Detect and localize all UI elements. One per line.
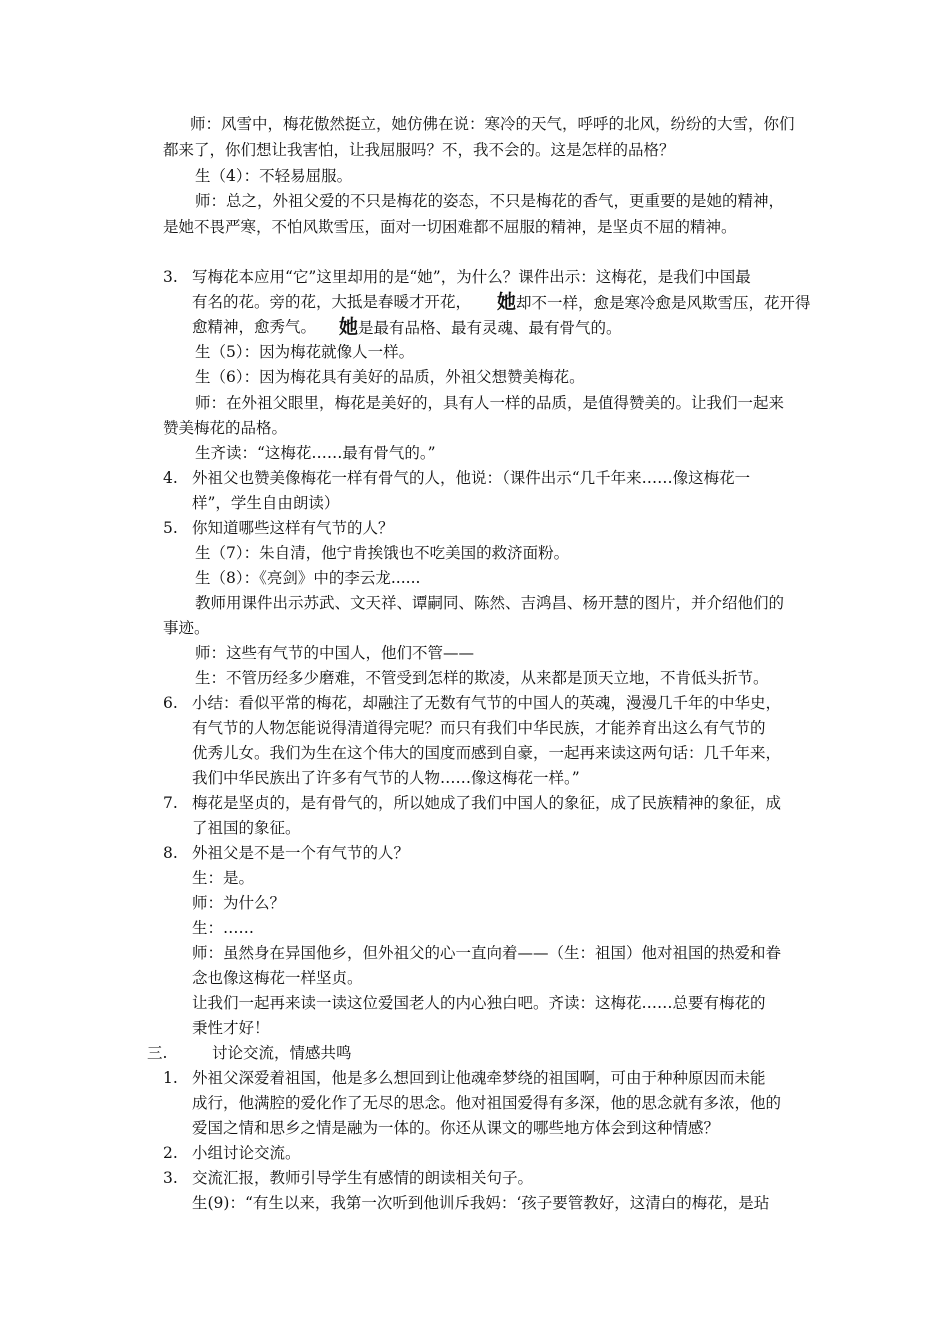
paragraph-line-rest: 却不一样，愈是寒冷愈是风欺雪压，花开得 xyxy=(516,294,811,312)
paragraph-line: 生（7）：朱自清，他宁肯挨饿也不吃美国的救济面粉。 xyxy=(195,544,570,562)
paragraph-line: 生：不管历经多少磨难，不管受到怎样的欺凌，从来都是顶天立地，不肯低头折节。 xyxy=(195,669,769,687)
paragraph-line: 生（8）：《亮剑》中的李云龙...... xyxy=(195,569,421,587)
paragraph-line: 了祖国的象征。 xyxy=(192,819,301,837)
paragraph-line: 念也像这梅花一样坚贞。 xyxy=(192,969,363,987)
list-number: 7. xyxy=(163,794,178,812)
paragraph-line: 让我们一起再来读一读这位爱国老人的内心独白吧。齐读：这梅花……总要有梅花的 xyxy=(192,994,766,1012)
list-number: 三. xyxy=(147,1044,168,1062)
paragraph-line: 外祖父深爱着祖国，他是多么想回到让他魂牵梦绕的祖国啊，可由于种种原因而未能 xyxy=(192,1069,766,1087)
paragraph-line: 写梅花本应用“它”这里却用的是“她”，为什么？课件出示：这梅花，是我们中国最 xyxy=(192,268,751,286)
paragraph-line xyxy=(339,315,622,340)
paragraph-line: 生（6）：因为梅花具有美好的品质，外祖父想赞美梅花。 xyxy=(195,368,585,386)
paragraph-line-rest: 是最有品格、最有灵魂、最有骨气的。 xyxy=(358,319,622,337)
emphasized-char: 她 xyxy=(339,316,359,338)
list-number: 5. xyxy=(163,519,178,537)
paragraph-line: 师：风雪中，梅花傲然挺立，她仿佛在说：寒冷的天气，呼呼的北风，纷纷的大雪，你们 xyxy=(190,115,795,133)
list-number: 1. xyxy=(163,1069,178,1087)
list-number: 6. xyxy=(163,694,178,712)
paragraph-line: 讨论交流，情感共鸣 xyxy=(212,1044,352,1062)
list-number: 8. xyxy=(163,844,178,862)
list-number: 3. xyxy=(163,1169,178,1187)
paragraph-line: 生：…… xyxy=(192,919,255,937)
list-number: 3. xyxy=(163,268,178,286)
paragraph-line: 爱国之情和思乡之情是融为一体的。你还从课文的哪些地方体会到这种情感？ xyxy=(192,1119,720,1137)
paragraph-line: 师：在外祖父眼里，梅花是美好的，具有人一样的品质，是值得赞美的。让我们一起来 xyxy=(195,394,785,412)
paragraph-line: 是她不畏严寒，不怕风欺雪压，面对一切困难都不屈服的精神，是坚贞不屈的精神。 xyxy=(163,218,737,236)
paragraph-line: 师：虽然身在异国他乡，但外祖父的心一直向着——（生：祖国）他对祖国的热爱和眷 xyxy=(192,944,782,962)
paragraph-line: 小结：看似平常的梅花，却融注了无数有气节的中国人的英魂，漫漫几千年的中华史， xyxy=(192,694,782,712)
paragraph-line: 成行，他满腔的爱化作了无尽的思念。他对祖国爱得有多深，他的思念就有多浓，他的 xyxy=(192,1094,782,1112)
paragraph-line: 你知道哪些这样有气节的人？ xyxy=(192,519,394,537)
paragraph-line: 生齐读：“这梅花……最有骨气的。” xyxy=(195,444,436,462)
paragraph-line: 有气节的人物怎能说得清道得完呢？而只有我们中华民族，才能养育出这么有气节的 xyxy=(192,719,766,737)
paragraph-line xyxy=(497,290,811,315)
paragraph-line: 梅花是坚贞的，是有骨气的，所以她成了我们中国人的象征，成了民族精神的象征，成 xyxy=(192,794,782,812)
paragraph-line: 师：这些有气节的中国人，他们不管—— xyxy=(195,644,475,662)
paragraph-line: 优秀儿女。我们为生在这个伟大的国度而感到自豪，一起再来读这两句话：几千年来， xyxy=(192,744,782,762)
list-number: 2. xyxy=(163,1144,178,1162)
paragraph-line: 生：是。 xyxy=(192,869,255,887)
list-number: 4. xyxy=(163,469,178,487)
paragraph-line: 生（5）：因为梅花就像人一样。 xyxy=(195,343,415,361)
paragraph-line: 外祖父是不是一个有气节的人？ xyxy=(192,844,410,862)
paragraph-line: 教师用课件出示苏武、文天祥、谭嗣同、陈然、吉鸿昌、杨开慧的图片，并介绍他们的 xyxy=(195,594,785,612)
paragraph-line: 生（4）：不轻易屈服。 xyxy=(195,167,353,185)
emphasized-char: 她 xyxy=(497,291,517,313)
paragraph-line: 交流汇报，教师引导学生有感情的朗读相关句子。 xyxy=(192,1169,534,1187)
paragraph-line: 样”，学生自由朗读） xyxy=(192,494,340,512)
paragraph-line: 生(9)：“有生以来，我第一次听到他训斥我妈：‘孩子要管教好，这清白的梅花，是玷 xyxy=(192,1194,770,1212)
paragraph-line: 我们中华民族出了许多有气节的人物……像这梅花一样。” xyxy=(192,769,580,787)
paragraph-line: 外祖父也赞美像梅花一样有骨气的人，他说：（课件出示“几千年来……像这梅花一 xyxy=(192,469,751,487)
paragraph-line: 秉性才好！ xyxy=(192,1019,270,1037)
paragraph-line: 事迹。 xyxy=(163,619,210,637)
paragraph-line: 师：为什么？ xyxy=(192,894,286,912)
paragraph-line: 有名的花。旁的花，大抵是春暖才开花， xyxy=(192,293,472,311)
paragraph-line: 都来了，你们想让我害怕，让我屈服吗？不，我不会的。这是怎样的品格？ xyxy=(163,141,675,159)
paragraph-line: 赞美梅花的品格。 xyxy=(163,419,288,437)
paragraph-line: 小组讨论交流。 xyxy=(192,1144,301,1162)
paragraph-line: 师：总之，外祖父爱的不只是梅花的姿态，不只是梅花的香气，更重要的是她的精神， xyxy=(195,192,785,210)
paragraph-line: 愈精神，愈秀气。 xyxy=(192,318,317,336)
